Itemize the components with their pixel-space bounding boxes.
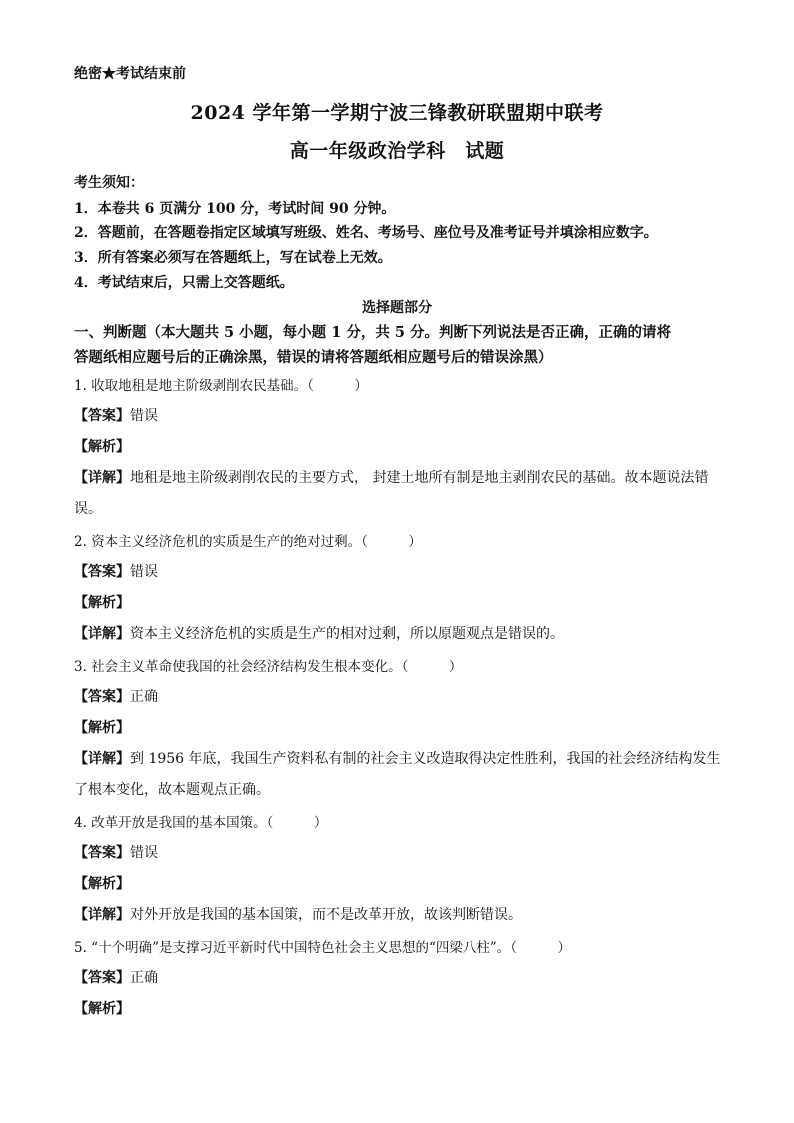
detail-line-2a (74, 623, 564, 643)
section-title: 选择题部分 (362, 300, 432, 316)
answer-line-4 (74, 842, 158, 862)
detail-label: 【详解】 (74, 470, 130, 486)
analysis-label: 【解析】 (74, 1001, 130, 1017)
detail-text-2a: 资本主义经济危机的实质是生产的相对过剩，所以原题观点是错误的。 (130, 626, 564, 642)
analysis-label: 【解析】 (74, 720, 130, 736)
analysis-line-4 (74, 873, 130, 893)
answer-line-2 (74, 561, 158, 581)
answer-label: 【答案】 (74, 970, 130, 986)
detail-line-3b: 了根本变化，故本题观点正确。 (74, 782, 270, 798)
answer-value-3: 正确 (130, 689, 158, 705)
answer-value-2: 错误 (130, 564, 158, 580)
question-stem-3: 3. 社会主义革命使我国的社会经济结构发生根本变化。（ ） (74, 659, 463, 675)
notice-heading: 考生须知： (74, 175, 144, 191)
answer-line-3 (74, 686, 158, 706)
answer-line-1 (74, 405, 158, 425)
analysis-label: 【解析】 (74, 595, 130, 611)
answer-value-5: 正确 (130, 970, 158, 986)
notice-item-4: 4．考试结束后，只需上交答题纸。 (74, 275, 294, 291)
answer-label: 【答案】 (74, 845, 130, 861)
detail-line-3a (74, 748, 721, 768)
detail-label: 【详解】 (74, 751, 130, 767)
question-stem-5: 5. “十个明确”是支撑习近平新时代中国特色社会主义思想的“四梁八柱”。（ ） (74, 940, 572, 956)
exam-subtitle: 高一年级政治学科 试题 (289, 140, 505, 162)
answer-line-5 (74, 967, 158, 987)
notice-item-1: 1．本卷共 6 页满分 100 分，考试时间 90 分钟。 (74, 201, 396, 217)
detail-text-4a: 对外开放是我国的基本国策，而不是改革开放，故该判断错误。 (130, 907, 522, 923)
answer-label: 【答案】 (74, 408, 130, 424)
detail-text-3a: 到 1956 年底，我国生产资料私有制的社会主义改造取得决定性胜利，我国的社会经济结构发生 (130, 751, 721, 767)
analysis-line-5 (74, 998, 130, 1018)
analysis-line-1 (74, 436, 130, 456)
question-stem-2: 2. 资本主义经济危机的实质是生产的绝对过剩。（ ） (74, 534, 422, 550)
answer-value-1: 错误 (130, 408, 158, 424)
analysis-label: 【解析】 (74, 439, 130, 455)
question-stem-1: 1. 收取地租是地主阶级剥削农民基础。（ ） (74, 378, 368, 394)
answer-value-4: 错误 (130, 845, 158, 861)
detail-line-1a (74, 467, 708, 487)
detail-line-4a (74, 904, 522, 924)
analysis-line-2 (74, 592, 130, 612)
notice-item-2: 2．答题前，在答题卷指定区域填写班级、姓名、考场号、座位号及准考证号并填涂相应数字。 (74, 225, 658, 241)
detail-text-1a: 地租是地主阶级剥削农民的主要方式， 封建土地所有制是地主剥削农民的基础。故本题说法错 (130, 470, 709, 486)
answer-label: 【答案】 (74, 564, 130, 580)
confidential-label: 绝密★考试结束前 (74, 66, 186, 82)
exam-title: 2024 学年第一学期宁波三锋教研联盟期中联考 (190, 102, 604, 124)
notice-item-3: 3．所有答案必须写在答题纸上，写在试卷上无效。 (74, 250, 392, 266)
detail-label: 【详解】 (74, 626, 130, 642)
answer-label: 【答案】 (74, 689, 130, 705)
detail-line-1b: 误。 (74, 501, 102, 517)
analysis-line-3 (74, 717, 130, 737)
detail-label: 【详解】 (74, 907, 130, 923)
part-instructions-line-2: 答题纸相应题号后的正确涂黑，错误的请将答题纸相应题号后的错误涂黑） (74, 349, 553, 366)
analysis-label: 【解析】 (74, 876, 130, 892)
part-instructions-line-1: 一、判断题（本大题共 5 小题，每小题 1 分，共 5 分。判断下列说法是否正确，正确的请将 (74, 324, 672, 341)
question-stem-4: 4. 改革开放是我国的基本国策。（ ） (74, 815, 328, 831)
